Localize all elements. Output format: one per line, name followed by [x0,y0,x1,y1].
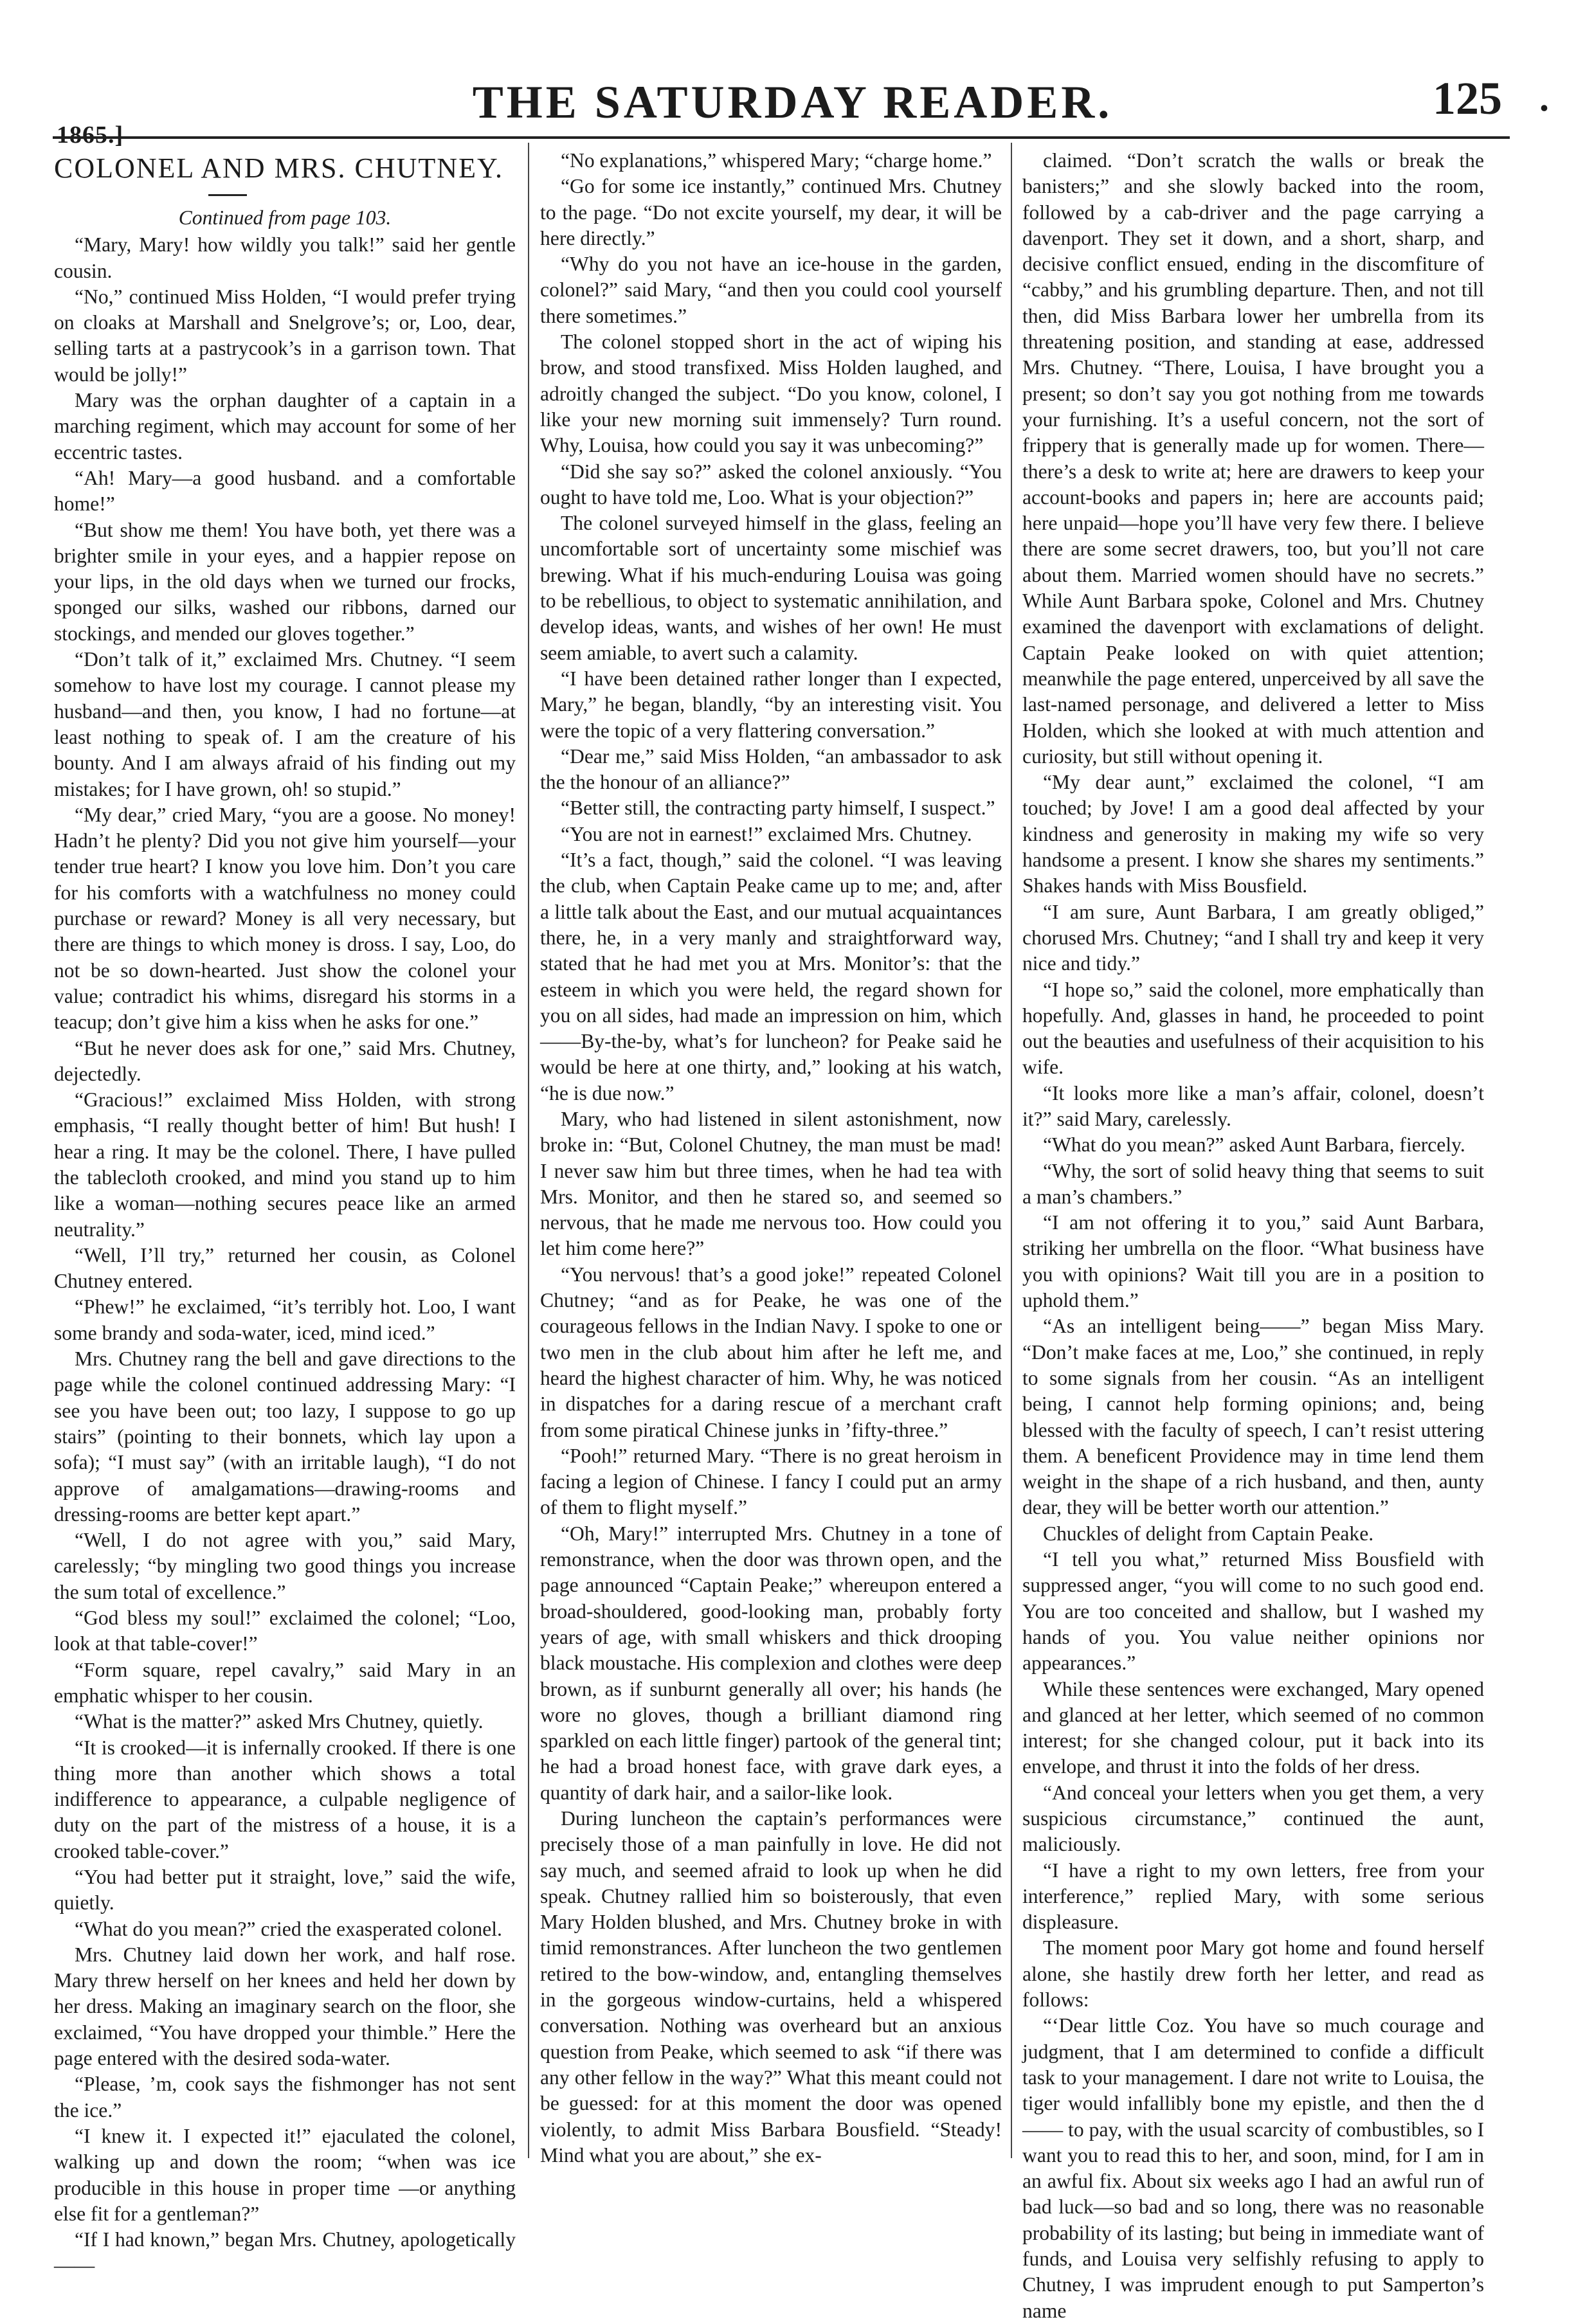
paragraph: “Don’t talk of it,” exclaimed Mrs. Chutney. “I seem somehow to have lost my courage. I cannot please my husband—and then, you know, I had no fortune—at least nothing to speak of. I am the creature of his bounty. And I am always afraid of his finding out my mistakes; for I have grown, oh! so stupid.” [54,648,516,800]
paragraph: Mary was the orphan daughter of a captain in a marching regiment, which may account for some of her eccentric tastes. [54,389,516,464]
column-2 [540,148,1002,2166]
masthead-title: THE SATURDAY READER. [472,77,1113,128]
paragraph: “I knew it. I expected it!” ejaculated the colonel, walking up and down the room; “when was ice producible in this house in proper time —or anything else fit for a gentleman?” [54,2124,516,2225]
continued-note: Continued from page 103. [178,206,392,229]
paragraph: While these sentences were exchanged, Mary opened and glanced at her letter, which seemed of no common interest; for she changed colour, put it back into its envelope, and thrust it into the folds of her dress. [1022,1677,1484,1778]
header-rule [53,136,1510,139]
paragraph: “Pooh!” returned Mary. “There is no great heroism in facing a legion of Chinese. I fancy I could put an army of them to flight myself.” [540,1444,1002,1519]
paragraph: “It’s a fact, though,” said the colonel. “I was leaving the club, when Captain Peake came up to me; and, after a little talk about the East, and our mutual acquaintances there, he, in a very manly and straightforward way, stated that he had met you at Mrs. Monitor’s: that the esteem in which you were held, the regard shown for you on all sides, had made an impression on him, which——By-the-by, what’s for luncheon? for Peake said he would be here at one thirty, and,” looking at his watch, “he is due now.” [540,849,1002,1104]
paragraph: “Well, I’ll try,” returned her cousin, as Colonel Chutney entered. [54,1243,516,1293]
paragraph: “What is the matter?” asked Mrs Chutney, quietly. [75,1710,484,1733]
paragraph: “Why do you not have an ice-house in the garden, colonel?” said Mary, “and then you could cool yourself there sometimes.” [540,253,1002,327]
paragraph: “Form square, repel cavalry,” said Mary in an emphatic whisper to her cousin. [54,1658,516,1707]
margin-mark: . [1539,77,1549,119]
paragraph: Chuckles of delight from Captain Peake. [1043,1522,1374,1545]
paragraph: During luncheon the captain’s performances were precisely those of a man painfully in love. He did not say much, and seemed afraid to look up when he did speak. Chutney rallied him so boisterously, that even Mary Holden blushed, and Mrs. Chutney broke in with timid remonstrances. After luncheon the two gentlemen retired to the bow-window, and, entangling themselves in the gorgeous window-curtains, held a whispered conversation. Nothing was overheard but an anxious question from Peake, which seemed to ask “if there was any other fellow in the way?” What this meant could not be guessed: for at this moment the door was opened violently, to admit Miss Barbara Bousfield. “Steady! Mind what you are about,” she ex- [540,1807,1002,2166]
paragraph: “My dear aunt,” exclaimed the colonel, “I am touched; by Jove! I am a good deal affected by your kindness and generosity in making my wife so very handsome a present. I know she shares my sentiments.” Shakes hands with Miss Bousfield. [1022,771,1484,897]
title-rule [208,194,247,196]
paragraph: “Please, ’m, cook says the fishmonger has not sent the ice.” [54,2073,516,2121]
paragraph: “If I had known,” began Mrs. Chutney, apologetically—— [54,2228,516,2277]
paragraph: “No,” continued Miss Holden, “I would prefer trying on cloaks at Marshall and Snelgrove’s; or, Loo, dear, selling tarts at a pastrycook’s in a garrison town. That would be jolly!” [54,285,516,386]
paragraph: “But show me them! You have both, yet there was a brighter smile in your eyes, and a happier repose on your lips, in the old days when we turned our frocks, sponged our silks, washed our ribbons, darned our stockings, and mended our gloves together.” [54,518,516,645]
paragraph: Mary, who had listened in silent astonishment, now broke in: “But, Colonel Chutney, the man must be mad! I never saw him but three times, when he had tea with Mrs. Monitor, and then he stared so, and seemed so nervous, that he made me nervous too. How could you let him come here?” [540,1107,1002,1260]
paragraph: “I am sure, Aunt Barbara, I am greatly obliged,” chorused Mrs. Chutney; “and I shall try and keep it very nice and tidy.” [1022,900,1484,975]
header-date: 1865.] [57,122,124,149]
paragraph: “‘Dear little Coz. You have so much courage and judgment, that I am determined to confide a difficult task to your management. I dare not write to Louisa, the tiger would infallibly bone my epistle, and then the d—— to pay, with the usual scarcity of combustibles, so I want you to read this to her, and soon, mind, for I am in an awful fix. About six weeks ago I had an awful run of bad luck—so bad and so long, there was no reasonable probability of its lasting; but being in immediate want of funds, and Louisa very selfishly refusing to apply to Chutney, I was imprudent enough to put Samperton’s name [1022,2014,1484,2322]
paragraph: The colonel surveyed himself in the glass, feeling an uncomfortable sort of uncertainty some mischief was brewing. What if his much-enduring Louisa was going to be rebellious, to object to systematic annihilation, and develop ideas, wants, and wishes of her own! He must seem amiable, to avert such a calamity. [540,512,1002,664]
article-title: COLONEL AND MRS. CHUTNEY. [54,152,504,184]
paragraph: “Phew!” he exclaimed, “it’s terribly hot. Loo, I want some brandy and soda-water, iced, mind iced.” [54,1295,516,1344]
paragraph: “It is crooked—it is infernally crooked. If there is one thing more than another which shows a total indifference to appearance, a culpable negligence of duty on the part of the mistress of a house, it is a crooked table-cover.” [54,1736,516,1862]
paragraph: The moment poor Mary got home and found herself alone, she hastily drew forth her letter, and read as follows: [1022,1936,1484,2012]
paragraph: “Gracious!” exclaimed Miss Holden, with strong emphasis, “I really thought better of him! But hush! I hear a ring. It may be the colonel. There, I have pulled the tablecloth crooked, and mind you stand up to him like a woman—nothing secures peace like an armed neutrality.” [54,1088,516,1241]
column-divider [1011,143,1012,2158]
paragraph: “I have been detained rather longer than I expected, Mary,” he began, blandly, “by an interesting visit. You were the topic of a very flattering conversation.” [540,667,1002,742]
paragraph: “No explanations,” whispered Mary; “charge home.” [561,149,992,172]
paragraph: The colonel stopped short in the act of wiping his brow, and stood transfixed. Miss Holden laughed, and adroitly changed the subject. “Do you know, colonel, I like your new morning suit immensely? Turn round. Why, Louisa, how could you say it was unbecoming?” [540,330,1002,457]
paragraph: “I tell you what,” returned Miss Bousfield with suppressed anger, “you will come to no such good end. You are too conceited and shallow, but I washed my hands of you. You value neither opinions nor appearances.” [1022,1548,1484,1675]
paragraph: “You nervous! that’s a good joke!” repeated Colonel Chutney; “and as for Peake, he was one of the courageous fellows in the Indian Navy. I spoke to one or two men in the club about him after he left me, and heard the highest character of him. Why, he was noticed in dispatches for a daring rescue of a merchant craft from some piratical Chinese junks in ’fifty-three.” [540,1263,1002,1441]
paragraph: “Well, I do not agree with you,” said Mary, carelessly; “by mingling two good things you increase the sum total of excellence.” [54,1529,516,1603]
paragraph: “Go for some ice instantly,” continued Mrs. Chutney to the page. “Do not excite yourself, my dear, it will be here directly.” [540,175,1002,249]
paragraph: “Did she say so?” asked the colonel anxiously. “You ought to have told me, Loo. What is your objection?” [540,460,1002,509]
paragraph: “It looks more like a man’s affair, colonel, doesn’t it?” said Mary, carelessly. [1022,1081,1484,1130]
page-number: 125 [1433,73,1502,124]
paragraph: “What do you mean?” asked Aunt Barbara, fiercely. [1043,1133,1465,1157]
paragraph: “What do you mean?” cried the exasperated colonel. [75,1917,502,1940]
paragraph: “My dear,” cried Mary, “you are a goose. No money! Hadn’t he plenty? Did you not give him yourself—your tender true heart? I know you love him. Don’t you care for his comforts with a watchfulness no money could purchase or reward? Money is all very necessary, but there are things to which money is dross. I say, Loo, do not be so down-hearted. Just show the colonel your value; contradict his whims, disregard his storms in a teacup; don’t give him a kiss when he asks for one.” [54,803,516,1034]
paragraph: “I am not offering it to you,” said Aunt Barbara, striking her umbrella on the floor. “What business have you with opinions? Wait till you are in a position to uphold them.” [1022,1211,1484,1312]
paragraph: “You had better put it straight, love,” said the wife, quietly. [54,1866,516,1914]
column-3 [1022,148,1484,2322]
paragraph: “I hope so,” said the colonel, more emphatically than hopefully. And, glasses in hand, he proceeded to point out the beauties and usefulness of their acquisition to his wife. [1022,978,1484,1079]
paragraph: “Oh, Mary!” interrupted Mrs. Chutney in a tone of remonstrance, when the door was thrown open, and the page announced “Captain Peake;” whereupon entered a broad-shouldered, good-looking man, probably forty years of age, with small whiskers and thick drooping black moustache. His complexion and clothes were deep brown, as if sunburnt generally all over; his hands (he wore no gloves, though a brilliant diamond ring sparkled on each little finger) partook of the general tint; he had a broad honest face, with grave dark eyes, a quantity of dark hair, and a sailor-like look. [540,1522,1002,1804]
paragraph: “You are not in earnest!” exclaimed Mrs. Chutney. [561,822,972,845]
paragraph: “But he never does ask for one,” said Mrs. Chutney, dejectedly. [54,1036,516,1085]
paragraph: “As an intelligent being——” began Miss Mary. “Don’t make faces at me, Loo,” she continued, in reply to some signals from her cousin. “As an intelligent being, I cannot help forming opinions; and, being blessed with the faculty of speech, I can’t resist uttering them. A beneficent Providence may in time lend them weight in the shape of a rich husband, and then, aunty dear, they will be better worth our attention.” [1022,1315,1484,1519]
paragraph: “I have a right to my own letters, free from your interference,” replied Mary, with some serious displeasure. [1022,1859,1484,1934]
paragraph: claimed. “Don’t scratch the walls or break the banisters;” and she slowly backed into the room, followed by a cab-driver and the page carrying a davenport. They set it down, and a short, sharp, and decisive conflict ensued, ending in the discomfiture of “cabby,” and his grumbling departure. Then, and not till then, did Miss Barbara lower her umbrella from its threatening position, and standing at ease, addressed Mrs. Chutney. “There, Louisa, I have brought you a present; so don’t say you got nothing from me towards your furnishing. It’s a useful concern, not the sort of frippery that is generally made up for women. There—there’s a desk to write at; here are drawers to keep your account-books and papers in; here are accounts paid; here unpaid—hope you’ll have very few there. I believe there are some secret drawers, too, but you’ll not care about them. Married women should have no secrets.” While Aunt Barbara spoke, Colonel and Mrs. Chutney examined the davenport with exclamations of delight. Captain Peake looked on with quiet attention; meanwhile the page entered, unperceived by all save the last-named personage, and delivered a letter to Miss Holden, which she looked at with much attention and curiosity, but still without opening it. [1022,149,1484,768]
column-divider [528,143,529,2158]
paragraph: “Ah! Mary—a good husband. and a comfortable home!” [54,466,516,516]
paragraph: “Mary, Mary! how wildly you talk!” said her gentle cousin. [54,233,516,282]
paragraph: “Better still, the contracting party himself, I suspect.” [561,797,995,820]
paragraph: Mrs. Chutney laid down her work, and half rose. Mary threw herself on her knees and held her down by her dress. Making an imaginary search on the floor, she exclaimed, “You have dropped your thimble.” Here the page entered with the desired soda-water. [54,1943,516,2070]
paragraph: “And conceal your letters when you get them, a very suspicious circumstance,” continued the aunt, maliciously. [1022,1781,1484,1856]
paragraph: Mrs. Chutney rang the bell and gave directions to the page while the colonel continued addressing Mary: “I see you have been out; too lazy, I suppose to go up stairs” (pointing to their bonnets, which lay upon a sofa); “I must say” (with an irritable laugh), “I do not approve of amalgamations—drawing-rooms and dressing-rooms are better kept apart.” [54,1347,516,1526]
paragraph: “God bless my soul!” exclaimed the colonel; “Loo, look at that table-cover!” [54,1607,516,1655]
paragraph: “Dear me,” said Miss Holden, “an ambassador to ask the the honour of an alliance?” [540,744,1002,794]
paragraph: “Why, the sort of solid heavy thing that seems to suit a man’s chambers.” [1022,1159,1484,1208]
column-1 [54,148,516,2277]
